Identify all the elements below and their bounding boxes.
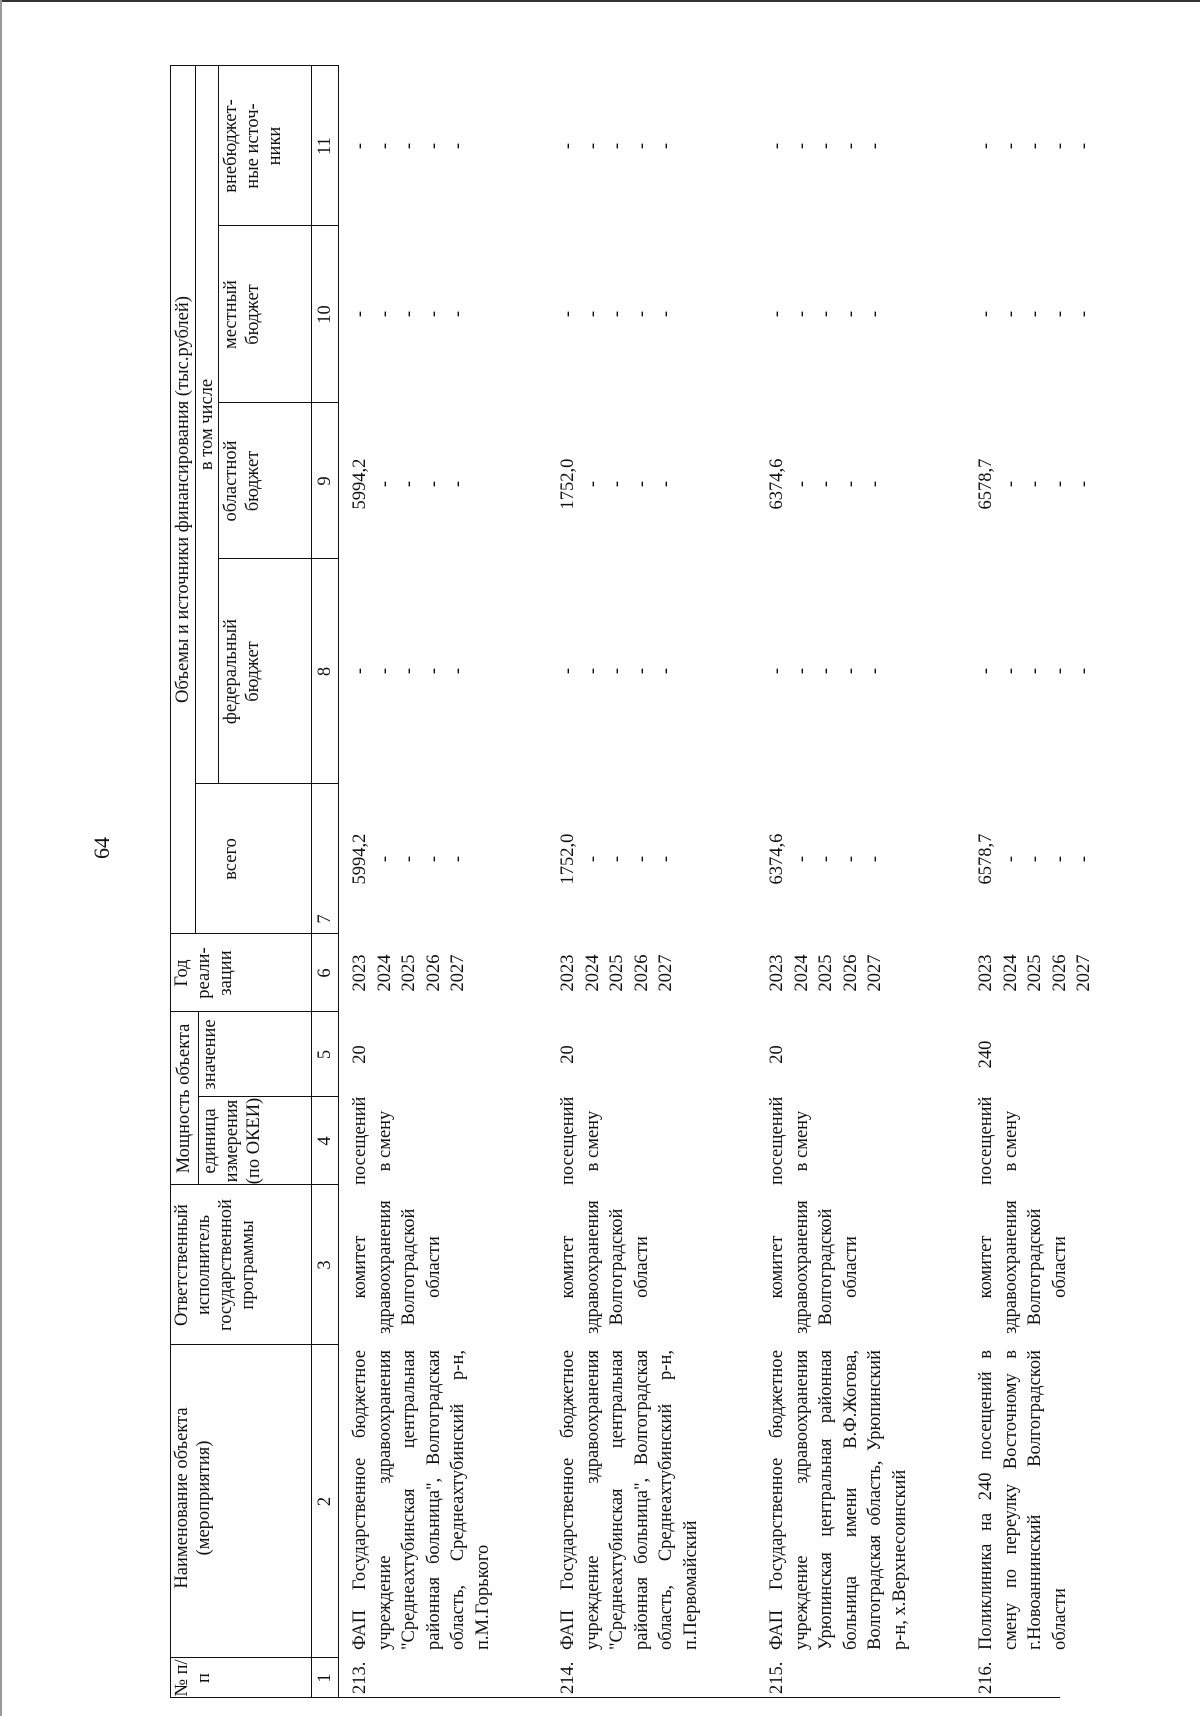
- federal-amounts: [556, 596, 679, 746]
- total-amount: -: [423, 855, 444, 863]
- column-numbers-rule: [338, 65, 339, 1698]
- total-amount: -: [840, 855, 861, 863]
- year-list: [556, 934, 679, 1012]
- header-funding: Объемы и источники финансирования (тыс.рублей): [172, 296, 193, 703]
- year: 2024: [582, 954, 603, 992]
- extrabudget-amounts: [765, 71, 888, 221]
- local-amount: -: [976, 310, 996, 318]
- extrabudget-amount: -: [399, 142, 419, 150]
- extrabudget-amount: -: [840, 142, 861, 150]
- header-responsible: Ответственный исполнитель государственной программы: [172, 1199, 258, 1331]
- column-number: 5: [315, 1049, 335, 1060]
- federal-amount: -: [582, 667, 603, 675]
- regional-amount: 6374,6: [767, 458, 787, 510]
- total-amount: -: [399, 855, 419, 863]
- regional-amount: -: [423, 480, 444, 488]
- extrabudget-amount: -: [656, 142, 676, 150]
- year: 2027: [656, 954, 676, 992]
- federal-amount: -: [840, 667, 861, 675]
- regional-amount: -: [865, 480, 885, 488]
- object-name: Поликлиника на 240 посещений в смену по переулку Восточному в г.Новоаннинский Волгоградской области: [976, 1350, 1070, 1650]
- total-amount: -: [1074, 855, 1094, 863]
- regional-amount: 1752,0: [558, 458, 578, 510]
- column-number: 3: [315, 1260, 335, 1270]
- local-amount: -: [1074, 310, 1094, 318]
- header-value: значение: [200, 1019, 220, 1090]
- capacity-value: 20: [767, 1045, 787, 1064]
- local-amounts: [556, 239, 679, 389]
- extrabudget-amount: -: [976, 142, 996, 150]
- federal-amount: -: [976, 667, 996, 675]
- extrabudget-amount: -: [631, 142, 652, 150]
- extrabudget-amount: -: [816, 142, 836, 150]
- row-number: 213.: [350, 1661, 370, 1694]
- header-no: № п/п: [172, 1659, 214, 1697]
- header-extrabudget: внебюджет-ные источ-ники: [221, 99, 285, 193]
- column-number: 11: [315, 137, 335, 155]
- responsible-executor: комитет здравоохранения Волгоградской области: [558, 1200, 652, 1334]
- year: 2027: [1074, 954, 1094, 992]
- header-federal: федеральный бюджет: [221, 618, 263, 725]
- year: 2027: [865, 954, 885, 992]
- capacity-unit: посещений в смену: [350, 1096, 395, 1185]
- year: 2024: [1000, 954, 1021, 992]
- year: 2026: [423, 954, 444, 992]
- header-capacity: Мощность объекта: [174, 1023, 194, 1174]
- federal-amount: -: [558, 667, 578, 675]
- extrabudget-amount: -: [1000, 142, 1021, 150]
- local-amount: -: [767, 310, 787, 318]
- column-number: 8: [315, 666, 335, 677]
- column-number: 2: [315, 1496, 335, 1507]
- regional-amount: -: [1025, 480, 1045, 488]
- total-amount: -: [1049, 855, 1070, 863]
- year: 2023: [767, 954, 787, 992]
- year: 2025: [399, 954, 419, 992]
- federal-amount: -: [791, 667, 812, 675]
- extrabudget-amount: -: [1049, 142, 1070, 150]
- column-number: 10: [315, 305, 335, 324]
- total-amounts: [765, 784, 888, 934]
- total-amount: -: [656, 855, 676, 863]
- federal-amounts: [765, 596, 888, 746]
- regional-amount: -: [1074, 480, 1094, 488]
- extrabudget-amount: -: [582, 142, 603, 150]
- federal-amounts: [348, 596, 471, 746]
- object-name: ФАП Государственное бюджетное учреждение здравоохранения "Среднеахтубинская центральная районная больница", Волгоградская область, Среднеахтубинский р-н, п.М.Горького: [350, 1350, 493, 1650]
- total-amount: -: [1000, 855, 1021, 863]
- year: 2023: [976, 954, 996, 992]
- header-unit: единица измерения (по ОКЕИ): [200, 1097, 264, 1185]
- federal-amount: -: [1000, 667, 1021, 675]
- column-number: 4: [315, 1136, 335, 1146]
- extrabudget-amount: -: [865, 142, 885, 150]
- local-amounts: [974, 239, 1097, 389]
- total-amounts: [348, 784, 471, 934]
- regional-amounts: [348, 409, 471, 559]
- year: 2026: [631, 954, 652, 992]
- local-amount: -: [840, 310, 861, 318]
- col-divider: [170, 1344, 338, 1345]
- year: 2025: [816, 954, 836, 992]
- financing-table: [170, 65, 1094, 1698]
- extrabudget-amount: -: [1025, 142, 1045, 150]
- local-amount: -: [816, 310, 836, 318]
- regional-amounts: [556, 409, 679, 559]
- extrabudget-amount: -: [350, 142, 370, 150]
- year: 2025: [607, 954, 627, 992]
- total-amount: 6578,7: [976, 833, 996, 885]
- regional-amount: -: [607, 480, 627, 488]
- local-amount: -: [607, 310, 627, 318]
- federal-amount: -: [423, 667, 444, 675]
- total-amount: 5994,2: [350, 833, 370, 885]
- header-total: всего: [221, 838, 241, 880]
- object-name: ФАП Государственное бюджетное учреждение здравоохранения "Среднеахтубинская центральная районная больница", Волгоградская область, Среднеахтубинский р-н, п.Первомайский: [558, 1350, 701, 1650]
- federal-amount: -: [767, 667, 787, 675]
- header-year: Год реали-зации: [172, 947, 236, 999]
- total-amount: -: [631, 855, 652, 863]
- header-incl: в том числе: [196, 378, 217, 471]
- regional-amount: -: [448, 480, 468, 488]
- regional-amounts: [974, 409, 1097, 559]
- total-amount: -: [791, 855, 812, 863]
- year: 2023: [558, 954, 578, 992]
- total-amount: -: [374, 855, 395, 863]
- local-amount: -: [448, 310, 468, 318]
- regional-amount: -: [374, 480, 395, 488]
- header-regional: областной бюджет: [221, 440, 263, 522]
- capacity-unit: посещений в смену: [767, 1096, 812, 1185]
- header-local: местный бюджет: [221, 280, 263, 349]
- local-amount: -: [1000, 310, 1021, 318]
- total-amount: -: [582, 855, 603, 863]
- federal-amount: -: [1074, 667, 1094, 675]
- column-number: 7: [315, 914, 335, 924]
- extrabudget-amount: -: [607, 142, 627, 150]
- capacity-value: 20: [558, 1045, 578, 1064]
- column-number: 9: [315, 476, 335, 486]
- total-amount: 1752,0: [558, 833, 578, 885]
- year: 2027: [448, 954, 468, 992]
- federal-amount: -: [607, 667, 627, 675]
- row-number: 214.: [558, 1661, 578, 1694]
- regional-amount: -: [399, 480, 419, 488]
- regional-amount: -: [1000, 480, 1021, 488]
- federal-amount: -: [399, 667, 419, 675]
- regional-amount: -: [1049, 480, 1070, 488]
- extrabudget-amounts: [348, 71, 471, 221]
- regional-amount: -: [816, 480, 836, 488]
- capacity-value: 20: [350, 1045, 370, 1064]
- local-amount: -: [423, 310, 444, 318]
- row-number: 215.: [767, 1661, 787, 1694]
- extrabudget-amounts: [556, 71, 679, 221]
- total-amount: -: [816, 855, 836, 863]
- object-name: ФАП Государственное бюджетное учреждение здравоохранения Урюпинская центральная районная больница имени В.Ф.Жогова, Волгоградская область, Урюпинский р-н, х.Верхнесоинский: [767, 1350, 910, 1650]
- regional-amount: -: [840, 480, 861, 488]
- responsible-executor: комитет здравоохранения Волгоградской области: [767, 1200, 861, 1334]
- total-amount: -: [607, 855, 627, 863]
- federal-amount: -: [865, 667, 885, 675]
- year-list: [348, 934, 471, 1012]
- header-name: Наименование объекта (мероприятия): [172, 1407, 214, 1589]
- regional-amount: -: [582, 480, 603, 488]
- local-amount: -: [865, 310, 885, 318]
- year: 2026: [1049, 954, 1070, 992]
- local-amount: -: [631, 310, 652, 318]
- responsible-executor: комитет здравоохранения Волгоградской области: [350, 1200, 444, 1334]
- local-amount: -: [399, 310, 419, 318]
- federal-amount: -: [816, 667, 836, 675]
- column-number: 6: [315, 968, 335, 978]
- extrabudget-amount: -: [1074, 142, 1094, 150]
- year-list: [765, 934, 888, 1012]
- extrabudget-amounts: [974, 71, 1097, 221]
- federal-amount: -: [374, 667, 395, 675]
- federal-amount: -: [656, 667, 676, 675]
- year: 2023: [350, 954, 370, 992]
- capacity-value: 240: [976, 1040, 996, 1069]
- local-amount: -: [558, 310, 578, 318]
- total-amount: 6374,6: [767, 833, 787, 885]
- federal-amount: -: [350, 667, 370, 675]
- local-amount: -: [582, 310, 603, 318]
- column-number: 1: [315, 1673, 335, 1683]
- total-amounts: [974, 784, 1097, 934]
- total-amount: -: [1025, 855, 1045, 863]
- regional-amount: -: [631, 480, 652, 488]
- federal-amount: -: [448, 667, 468, 675]
- capacity-unit: посещений в смену: [976, 1096, 1021, 1185]
- regional-amount: 6578,7: [976, 458, 996, 510]
- local-amount: -: [350, 310, 370, 318]
- regional-amount: -: [791, 480, 812, 488]
- year: 2024: [791, 954, 812, 992]
- local-amount: -: [1049, 310, 1070, 318]
- extrabudget-amount: -: [374, 142, 395, 150]
- extrabudget-amount: -: [448, 142, 468, 150]
- local-amount: -: [656, 310, 676, 318]
- total-amounts: [556, 784, 679, 934]
- total-amount: -: [865, 855, 885, 863]
- local-amounts: [348, 239, 471, 389]
- federal-amounts: [974, 596, 1097, 746]
- federal-amount: -: [631, 667, 652, 675]
- page-number: 64: [89, 837, 114, 859]
- extrabudget-amount: -: [791, 142, 812, 150]
- regional-amounts: [765, 409, 888, 559]
- extrabudget-amount: -: [558, 142, 578, 150]
- row-number: 216.: [976, 1661, 996, 1694]
- federal-amount: -: [1049, 667, 1070, 675]
- responsible-executor: комитет здравоохранения Волгоградской области: [976, 1200, 1070, 1334]
- local-amount: -: [374, 310, 395, 318]
- local-amount: -: [1025, 310, 1045, 318]
- local-amounts: [765, 239, 888, 389]
- total-amount: -: [448, 855, 468, 863]
- extrabudget-amount: -: [767, 142, 787, 150]
- regional-amount: -: [656, 480, 676, 488]
- capacity-unit: посещений в смену: [558, 1096, 603, 1185]
- year: 2025: [1025, 954, 1045, 992]
- extrabudget-amount: -: [423, 142, 444, 150]
- federal-amount: -: [1025, 667, 1045, 675]
- year: 2024: [374, 954, 395, 992]
- year: 2026: [840, 954, 861, 992]
- year-list: [974, 934, 1097, 1012]
- local-amount: -: [791, 310, 812, 318]
- regional-amount: 5994,2: [350, 458, 370, 510]
